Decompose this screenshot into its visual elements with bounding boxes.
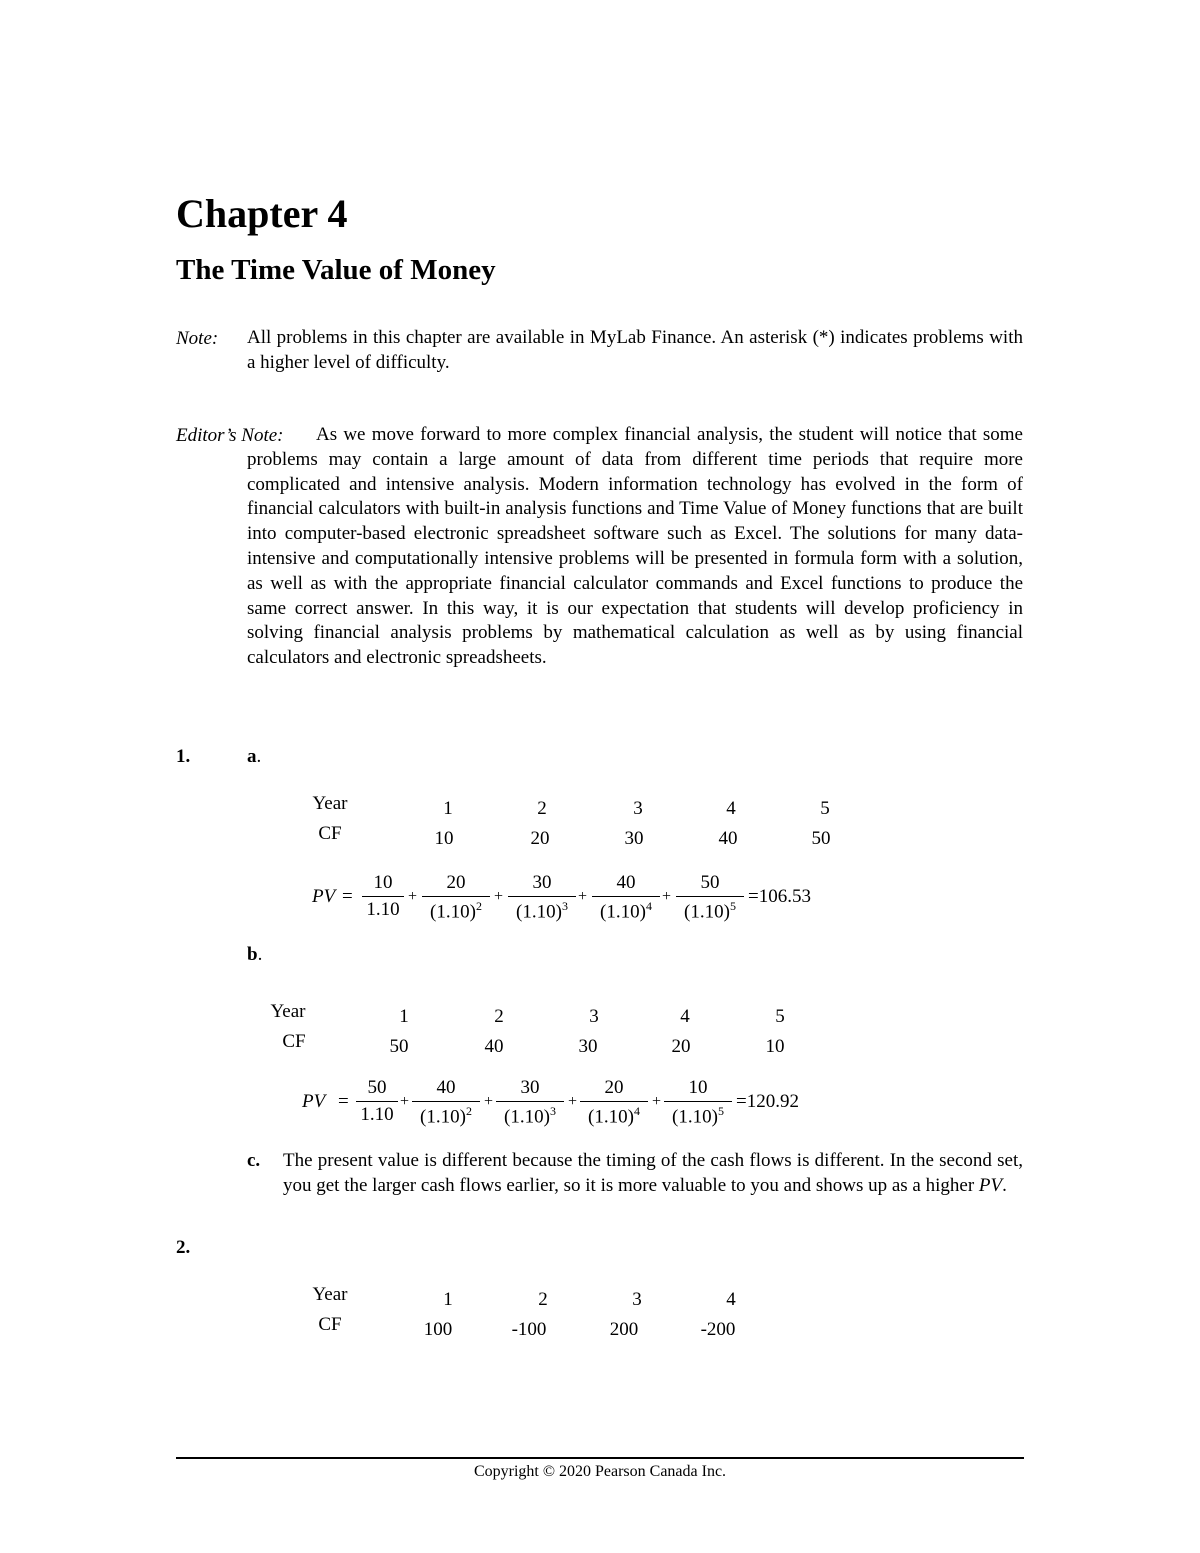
year-cell: 2 xyxy=(538,1289,548,1310)
cf-cell: 20 xyxy=(671,1036,691,1057)
pv-result: =120.92 xyxy=(736,1091,799,1112)
pv-term: $\frac{30}{(1.10)^3}$ xyxy=(508,872,576,923)
year-label: Year xyxy=(312,1284,348,1305)
q1-part-c-text: The present value is different because the timing of the cash flows is different. In the second set, you get the larger cash flows earlier, so it is more valuable to you and shows up as a higher PV. xyxy=(283,1150,1023,1196)
year-label: Year xyxy=(312,793,348,814)
cf-label: CF xyxy=(318,823,342,844)
year-cell: 5 xyxy=(820,798,830,819)
footer-rule xyxy=(176,1457,1024,1459)
editors-note-text: As we move forward to more complex financial analysis, the student will notice that some problems may contain a large amount of data from different time periods that require more complicated and intensive analysis. Modern information technology has evolved in the form of financial calculators with built-in analysis functions and Time Value of Money functions that are built into computer-based electronic spreadsheet software such as Excel. The solutions for many data-intensive and computationally intensive problems will be presented in formula form with a solution, as well as with the appropriate financial calculator commands and Excel functions to produce the same correct answer. In this way, it is our expectation that students will develop proficiency in solving financial analysis problems by mathematical calculation as well as by using financial calculators and electronic spreadsheets. xyxy=(247,424,1023,669)
question-2-number: 2. xyxy=(176,1237,191,1258)
q1b-cashflow-table xyxy=(258,1000,818,1060)
year-cell: 2 xyxy=(537,798,547,819)
pv-term: $\frac{40}{(1.10)^4}$ xyxy=(592,872,660,923)
copyright-footer: Copyright © 2020 Pearson Canada Inc. xyxy=(473,1463,727,1480)
pv-term: $\frac{20}{(1.10)^2}$ xyxy=(422,872,490,923)
cf-cell: 50 xyxy=(389,1036,409,1057)
q1-part-c-label: c. xyxy=(247,1150,261,1171)
pv-result: =106.53 xyxy=(748,886,811,907)
year-cell: 5 xyxy=(775,1006,785,1027)
year-cell: 1 xyxy=(399,1006,409,1027)
question-1-number: 1. xyxy=(176,746,191,767)
cf-cell: 100 xyxy=(423,1319,453,1340)
cf-label: CF xyxy=(318,1314,342,1335)
pv-term: $\frac{10}{(1.10)^5}$ xyxy=(664,1077,732,1128)
q1a-cashflow-table xyxy=(300,792,860,852)
q1-part-b-label: b. xyxy=(247,944,263,965)
q1-part-a-label: a. xyxy=(247,746,262,767)
cf-cell: 40 xyxy=(718,828,738,849)
year-cell: 1 xyxy=(443,1289,453,1310)
year-label: Year xyxy=(270,1001,306,1022)
q1-part-a-letter: a xyxy=(247,746,257,767)
pv-term: $\frac{30}{(1.10)^3}$ xyxy=(496,1077,564,1128)
cf-cell: 40 xyxy=(484,1036,504,1057)
year-cell: 4 xyxy=(726,1289,736,1310)
chapter-title: The Time Value of Money xyxy=(176,254,496,286)
pv-term: $\frac{40}{(1.10)^2}$ xyxy=(412,1077,480,1128)
year-cell: 4 xyxy=(726,798,736,819)
pv-term: $\frac{50}{1.10}$ xyxy=(356,1077,398,1126)
year-cell: 3 xyxy=(632,1289,642,1310)
chapter-heading: Chapter 4 xyxy=(176,191,348,236)
cf-cell: -100 xyxy=(511,1319,547,1340)
cf-cell: 50 xyxy=(811,828,831,849)
cf-cell: 200 xyxy=(609,1319,639,1340)
pv-symbol: PV xyxy=(312,886,336,907)
cf-cell: 30 xyxy=(624,828,644,849)
note-label: Note: xyxy=(176,328,219,349)
q2-cashflow-table xyxy=(300,1283,760,1343)
year-cell: 3 xyxy=(633,798,643,819)
pv-term: $\frac{50}{(1.10)^5}$ xyxy=(676,872,744,923)
q1b-pv-formula: PV = $\frac{50}{1.10}$ + $\frac{40}{(1.10)^2}$ + $\frac{30}{(1.10)^3}$ + $\frac{20}{(1.10)^4}$ + $\frac{10}{(1.10)^5}$ =120.92 xyxy=(302,1077,799,1128)
cf-cell: -200 xyxy=(700,1319,736,1340)
cf-label: CF xyxy=(282,1031,306,1052)
editors-note-label: Editor’s Note: xyxy=(176,425,284,446)
pv-term: $\frac{20}{(1.10)^4}$ xyxy=(580,1077,648,1128)
year-cell: 2 xyxy=(494,1006,504,1027)
note-text: All problems in this chapter are available in MyLab Finance. An asterisk (*) indicates problems with a higher level of difficulty. xyxy=(247,327,1023,373)
pv-term: $\frac{10}{1.10}$ xyxy=(362,872,404,921)
q1-part-b-letter: b xyxy=(247,944,258,965)
year-cell: 4 xyxy=(680,1006,690,1027)
cf-cell: 30 xyxy=(578,1036,598,1057)
cf-cell: 10 xyxy=(434,828,454,849)
year-cell: 3 xyxy=(589,1006,599,1027)
q1a-pv-formula: PV = $\frac{10}{1.10}$ + $\frac{20}{(1.10)^2}$ + $\frac{30}{(1.10)^3}$ + $\frac{40}{(1.10)^4}$ + $\frac{50}{(1.10)^5}$ =106.53 xyxy=(312,872,811,923)
pv-symbol: PV xyxy=(302,1091,326,1112)
year-cell: 1 xyxy=(443,798,453,819)
cf-cell: 20 xyxy=(530,828,550,849)
cf-cell: 10 xyxy=(765,1036,785,1057)
